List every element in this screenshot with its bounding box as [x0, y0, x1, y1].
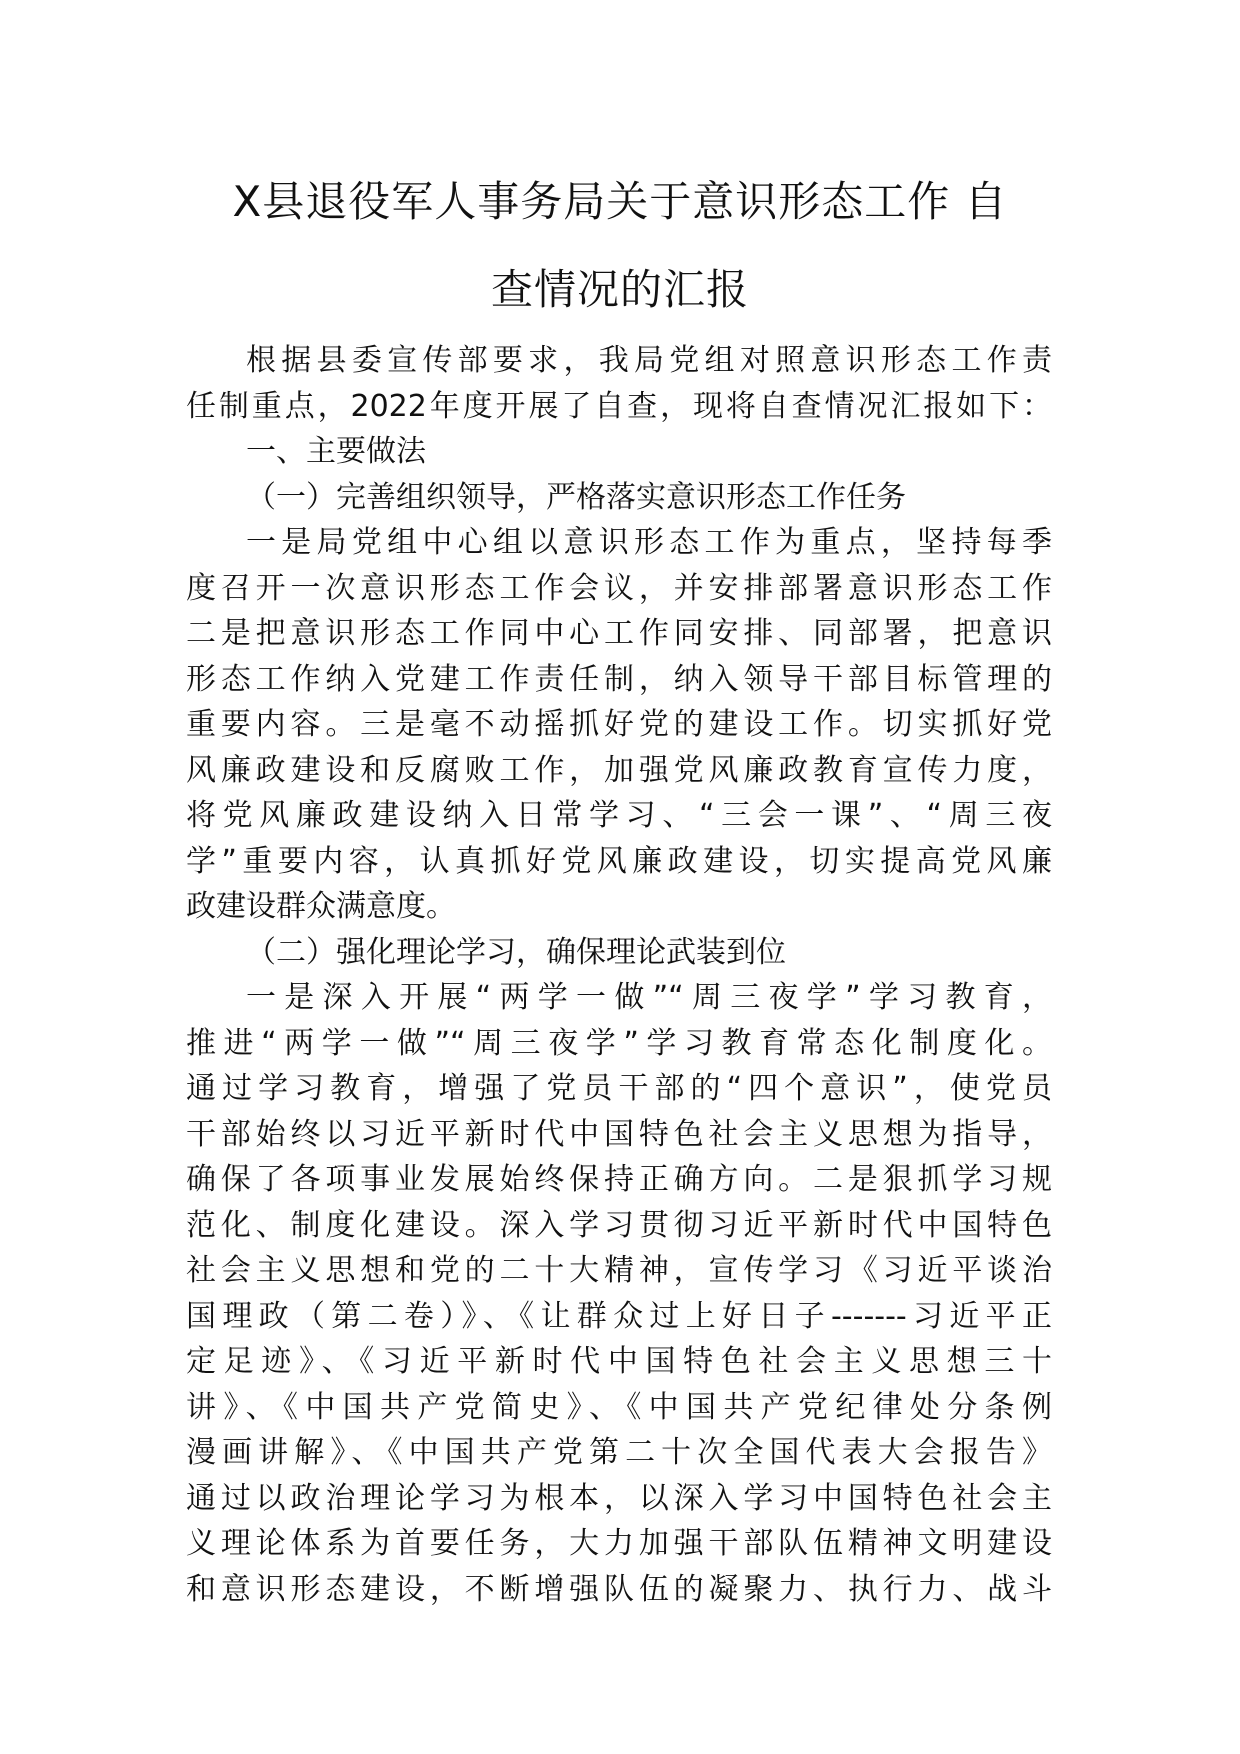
- body-line: 风廉政建设和反腐败工作，加强党风廉政教育宣传力度，: [186, 752, 1052, 788]
- body-line: 通过学习教育，增强了党员干部的“四个意识”，使党员: [186, 1071, 1052, 1106]
- body-line: 确保了各项事业发展始终保持正确方向。二是狠抓学习规: [186, 1162, 1052, 1197]
- body-line: 一是局党组中心组以意识形态工作为重点，坚持每季: [246, 525, 1052, 560]
- subsection-heading: （二）强化理论学习，确保理论武装到位: [246, 934, 786, 970]
- document-title-line-1: X县退役军人事务局关于意识形态工作 自: [232, 177, 1008, 226]
- document-body: [186, 338, 1052, 1612]
- section-heading: 一、主要做法: [246, 434, 426, 469]
- body-line: 干部始终以习近平新时代中国特色社会主义思想为指导，: [186, 1116, 1052, 1152]
- body-line: 任制重点，2022年度开展了自查，现将自查情况汇报如下：: [186, 388, 1052, 424]
- body-line: 推进“两学一做”“周三夜学”学习教育常态化制度化。: [186, 1025, 1052, 1061]
- body-line: 学”重要内容，认真抓好党风廉政建设，切实提高党风廉: [186, 843, 1052, 879]
- body-line: 将党风廉政建设纳入日常学习、“三会一课”、“周三夜: [186, 798, 1052, 833]
- body-line: 通过以政治理论学习为根本，以深入学习中国特色社会主: [186, 1480, 1052, 1516]
- body-line: 二是把意识形态工作同中心工作同安排、同部署，把意识: [186, 616, 1052, 651]
- body-line: 度召开一次意识形态工作会议，并安排部署意识形态工作: [186, 570, 1052, 606]
- document-title-line-2: 查情况的汇报: [490, 265, 749, 314]
- body-line: 社会主义思想和党的二十大精神，宣传学习《习近平谈治: [186, 1253, 1052, 1288]
- body-line: 定足迹》、《习近平新时代中国特色社会主义思想三十: [186, 1344, 1052, 1379]
- body-line: 讲》、《中国共产党简史》、《中国共产党纪律处分条例: [186, 1389, 1052, 1425]
- body-line: 漫画讲解》、《中国共产党第二十次全国代表大会报告》: [186, 1435, 1052, 1470]
- body-line: 义理论体系为首要任务，大力加强干部队伍精神文明建设: [186, 1526, 1052, 1561]
- body-line: 重要内容。三是毫不动摇抓好党的建设工作。切实抓好党: [186, 707, 1052, 742]
- body-line: 国理政（第二卷）》、《让群众过上好日子-------习近平正: [186, 1298, 1052, 1334]
- body-line: 政建设群众满意度。: [186, 889, 456, 924]
- body-line: 和意识形态建设，不断增强队伍的凝聚力、执行力、战斗: [186, 1571, 1052, 1607]
- body-line: 一是深入开展“两学一做”“周三夜学”学习教育，: [246, 980, 1052, 1015]
- subsection-heading: （一）完善组织领导，严格落实意识形态工作任务: [246, 479, 906, 515]
- body-line: 形态工作纳入党建工作责任制，纳入领导干部目标管理的: [186, 661, 1052, 697]
- body-line: 范化、制度化建设。深入学习贯彻习近平新时代中国特色: [186, 1207, 1052, 1243]
- body-line: 根据县委宣传部要求，我局党组对照意识形态工作责: [246, 343, 1052, 378]
